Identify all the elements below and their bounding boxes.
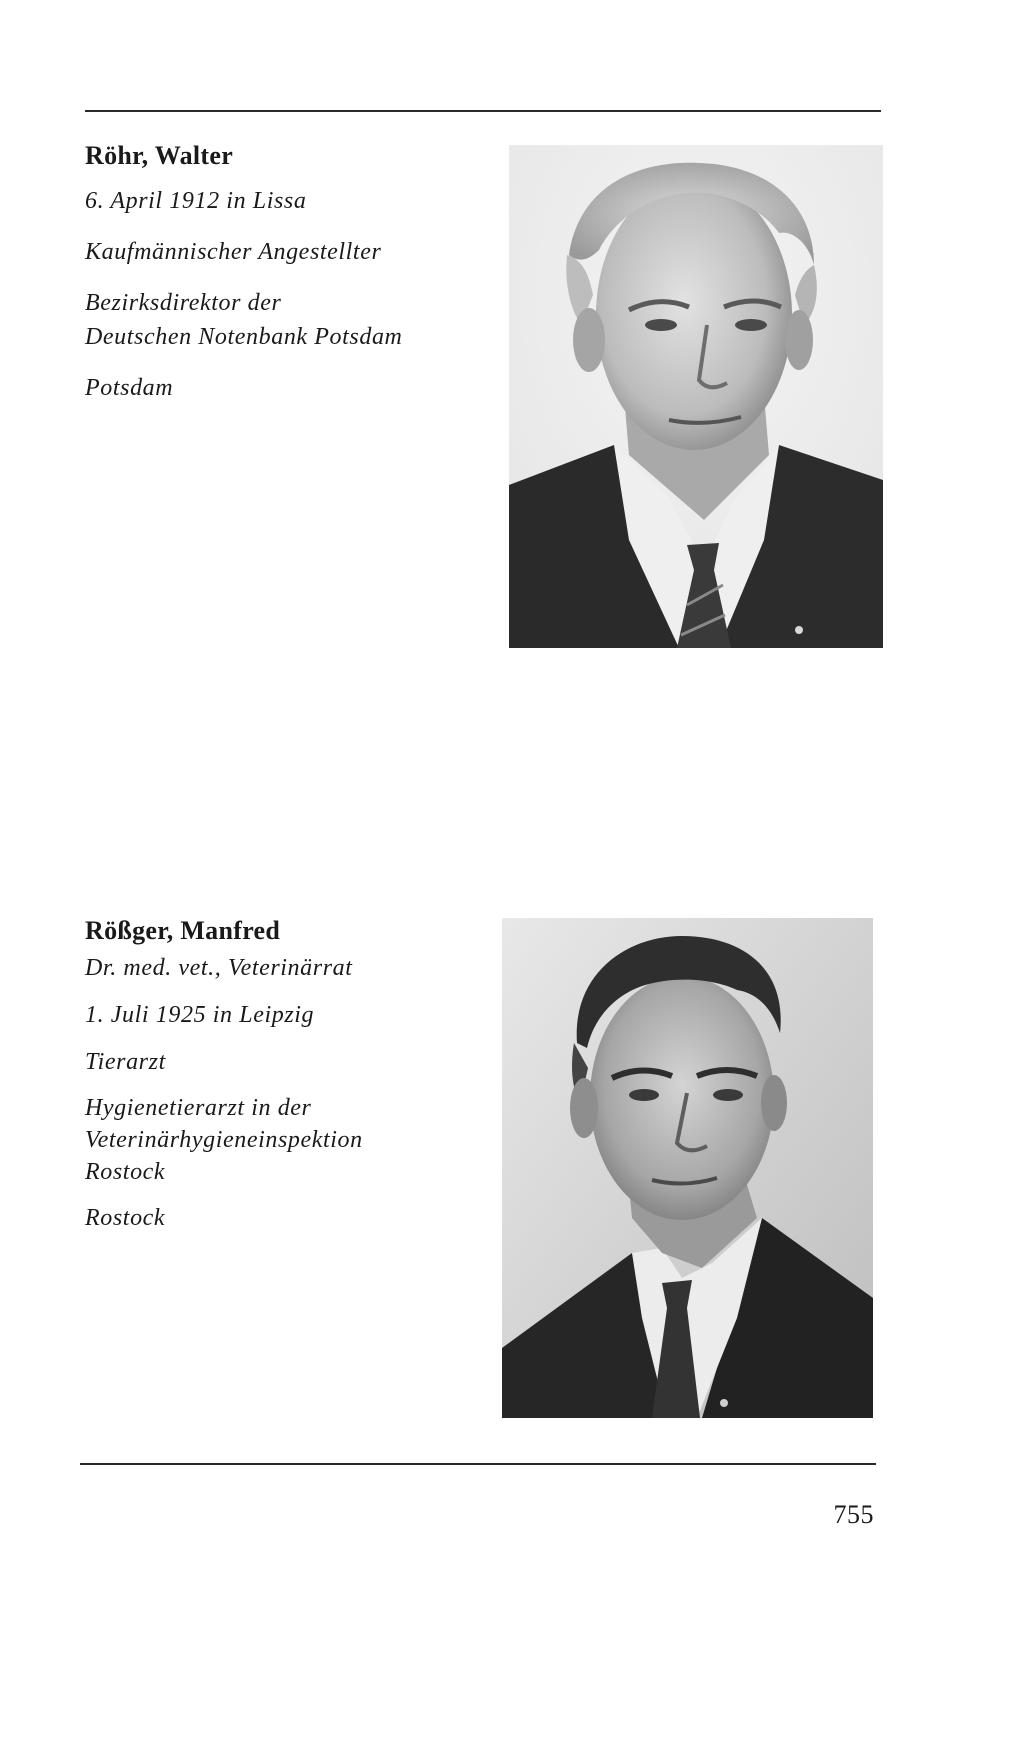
- biography-entry-roessger: [85, 915, 485, 1248]
- position: [85, 1092, 485, 1188]
- position: [85, 286, 485, 354]
- portrait-photo-icon: [509, 145, 883, 648]
- residence: Potsdam: [85, 375, 174, 401]
- academic-title: Dr. med. vet., Veterinärrat: [85, 955, 353, 981]
- birth-info: 6. April 1912 in Lissa: [85, 188, 307, 214]
- position-line: Hygienetierarzt in der: [85, 1095, 312, 1121]
- position-line: Deutschen Notenbank Potsdam: [85, 324, 403, 350]
- portrait-photo-roessger: [502, 918, 873, 1418]
- position-line: Rostock: [85, 1159, 166, 1185]
- birth-info: 1. Juli 1925 in Leipzig: [85, 1002, 315, 1028]
- profession: Kaufmännischer Angestellter: [85, 239, 382, 265]
- portrait-photo-roehr: [509, 145, 883, 648]
- bottom-rule: [80, 1463, 876, 1465]
- profession: Tierarzt: [85, 1049, 166, 1075]
- page-number: 755: [833, 1500, 874, 1529]
- portrait-photo-icon: [502, 918, 873, 1418]
- residence: Rostock: [85, 1205, 166, 1231]
- biography-entry-roehr: [85, 140, 485, 422]
- position-line: Veterinärhygieneinspektion: [85, 1127, 363, 1153]
- position-line: Bezirksdirektor der: [85, 290, 282, 316]
- top-rule: [85, 110, 881, 112]
- person-name: Rößger, Manfred: [85, 916, 281, 945]
- person-name: Röhr, Walter: [85, 141, 234, 170]
